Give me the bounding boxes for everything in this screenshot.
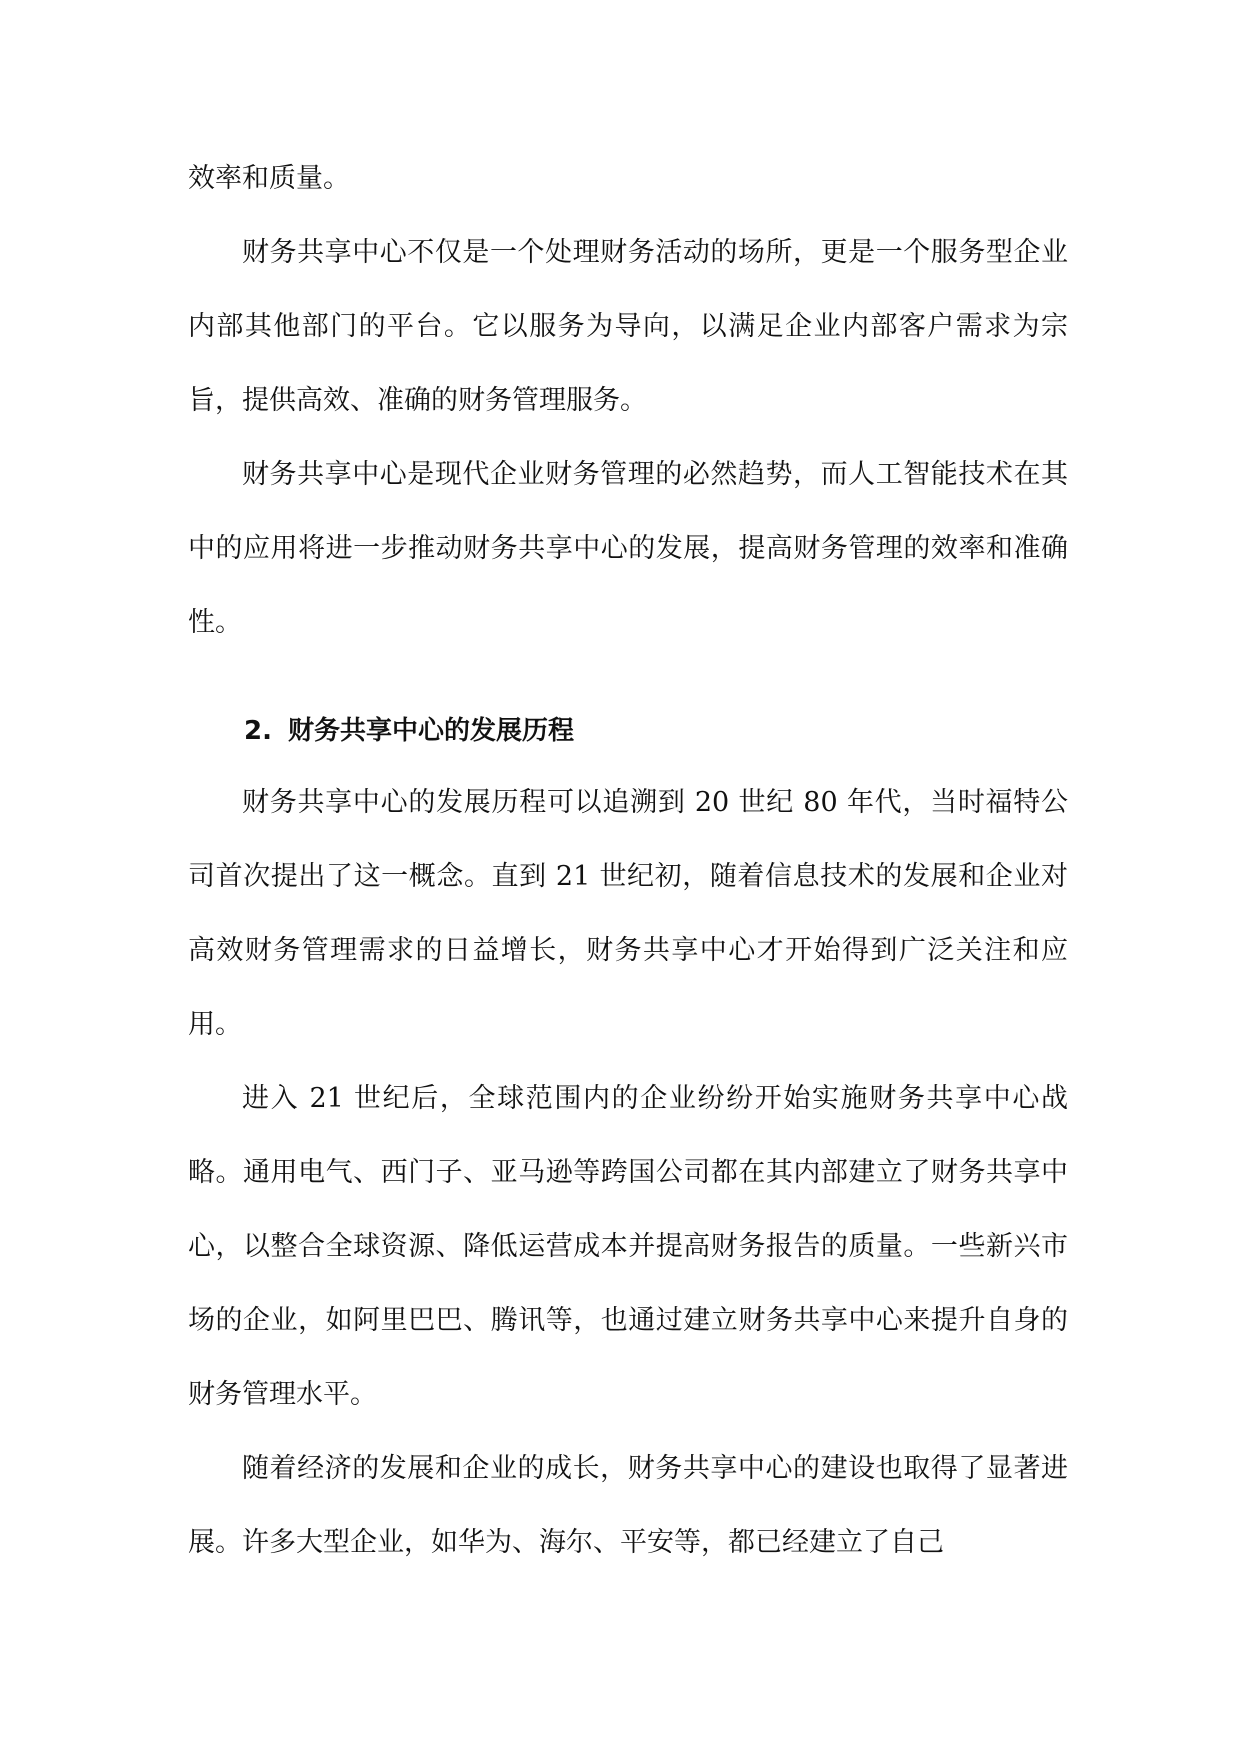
paragraph-global-adoption: 进入 21 世纪后，全球范围内的企业纷纷开始实施财务共享中心战略。通用电气、西门子、亚马逊等跨国公司都在其内部建立了财务共享中心，以整合全球资源、降低运营成本并提高财务报告的质量。一些新兴市场的企业，如阿里巴巴、腾讯等，也通过建立财务共享中心来提升自身的财务管理水平。 (188, 1083, 1068, 1410)
document-body (188, 142, 1068, 1580)
paragraph-history-origin: 财务共享中心的发展历程可以追溯到 20 世纪 80 年代，当时福特公司首次提出了这一概念。直到 21 世纪初，随着信息技术的发展和企业对高效财务管理需求的日益增长，财务共享中心才开始得到广泛关注和应用。 (188, 787, 1068, 1040)
paragraph-service-platform: 财务共享中心不仅是一个处理财务活动的场所，更是一个服务型企业内部其他部门的平台。它以服务为导向，以满足企业内部客户需求为宗旨，提供高效、准确的财务管理服务。 (188, 237, 1068, 416)
section-heading (188, 696, 1068, 766)
paragraph-ai-trend: 财务共享中心是现代企业财务管理的必然趋势，而人工智能技术在其中的应用将进一步推动财务共享中心的发展，提高财务管理的效率和准确性。 (188, 459, 1068, 638)
section-number: 2. (244, 716, 272, 746)
paragraph-continuation: 效率和质量。 (188, 163, 350, 194)
section-title: 财务共享中心的发展历程 (287, 716, 574, 746)
paragraph-domestic-progress: 随着经济的发展和企业的成长，财务共享中心的建设也取得了显著进展。许多大型企业，如华为、海尔、平安等，都已经建立了自己 (188, 1453, 1068, 1558)
